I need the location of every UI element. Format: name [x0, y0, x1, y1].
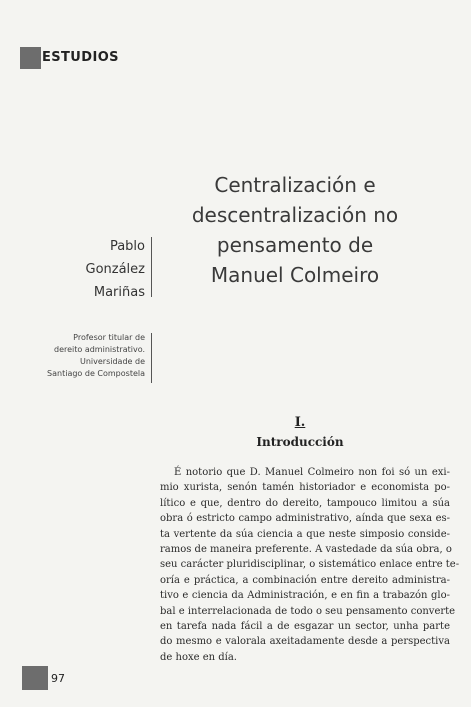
- affiliation-line: Profesor titular de: [73, 333, 145, 342]
- body-paragraph: [160, 465, 460, 665]
- page-number-marker: [22, 666, 48, 690]
- body-line: do mesmo e valorala axeitadamente desde a perspectiva: [160, 636, 450, 648]
- title-line: Centralización e: [214, 173, 376, 197]
- author-line: González: [85, 262, 145, 277]
- body-line: bal e interrelacionada de todo o seu pensamento converte: [160, 605, 456, 617]
- author-name: [86, 235, 146, 304]
- body-line: obra ó estricto campo administrativo, aínda que sexa es-: [160, 513, 450, 525]
- section-title: Introducción: [256, 435, 344, 449]
- page-number: 97: [51, 672, 65, 685]
- section-header: ESTUDIOS: [42, 50, 119, 65]
- affiliation-divider: [151, 333, 152, 383]
- affiliation-line: Santiago de Compostela: [47, 369, 145, 378]
- author-affiliation: [47, 332, 145, 380]
- section-number: I.: [294, 415, 306, 430]
- body-line: mio xurista, senón tamén historiador e economista po-: [160, 482, 450, 494]
- article-title: [160, 170, 430, 290]
- affiliation-line: dereito administrativo.: [53, 345, 145, 354]
- body-line: ramos de maneira preferente. A vastedade da súa obra, o: [160, 544, 452, 556]
- body-line: tivo e ciencia da Administración, e en fin a trabazón glo-: [160, 590, 450, 602]
- affiliation-line: Universidade de: [79, 357, 145, 366]
- author-line: Mariñas: [93, 285, 145, 300]
- body-line: ta vertente da súa ciencia a que neste simposio conside-: [160, 528, 450, 540]
- body-line: en tarefa nada fácil a de esgazar un sector, unha parte: [160, 621, 450, 633]
- author-line: Pablo: [109, 239, 145, 254]
- author-divider: [151, 237, 152, 297]
- body-line: É notorio que D. Manuel Colmeiro non foi só un exi-: [174, 467, 450, 478]
- title-line: pensamento de: [216, 233, 374, 257]
- title-line: descentralización no: [191, 203, 399, 227]
- body-line: lítico e que, dentro do dereito, tampouco limitou a súa: [160, 497, 450, 509]
- body-line: de hoxe en día.: [160, 651, 237, 663]
- body-line: seu carácter pluridisciplinar, o sistemático enlace entre te-: [160, 559, 460, 571]
- section-marker: [20, 47, 41, 69]
- body-line: oría e práctica, a combinación entre dereito administra-: [160, 574, 450, 586]
- title-line: Manuel Colmeiro: [210, 263, 380, 287]
